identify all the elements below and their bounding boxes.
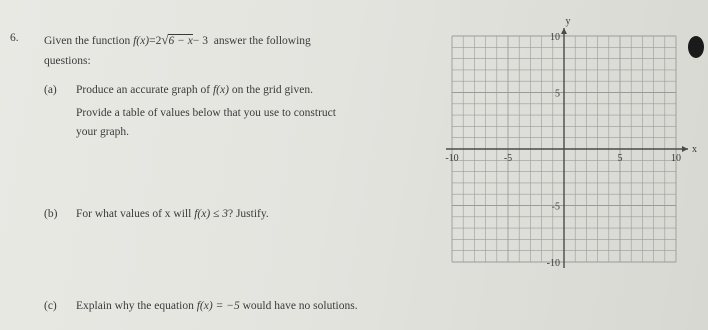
part-c-before: Explain why the equation xyxy=(76,300,194,312)
part-b-math: f(x) ≤ 3 xyxy=(194,208,228,220)
function-eq: = xyxy=(149,35,156,47)
x-tick-label: 5 xyxy=(617,153,623,164)
sqrt-symbol: √ xyxy=(161,32,169,47)
function-tail: − 3 xyxy=(192,35,208,47)
y-axis-arrow xyxy=(561,28,567,34)
function-radicand: 6 − x xyxy=(168,35,193,47)
intro-before: Given the function xyxy=(44,35,131,47)
y-tick-label: -10 xyxy=(546,258,560,269)
part-a-label: (a) xyxy=(44,84,57,96)
x-axis-label: x xyxy=(692,144,697,155)
part-a-line1-after: on the grid given. xyxy=(231,84,313,96)
intro-line2: questions: xyxy=(44,55,91,67)
part-b-after: ? Justify. xyxy=(227,208,269,220)
x-tick-label: 10 xyxy=(671,153,681,164)
part-a-fx: f(x) xyxy=(212,84,229,96)
function-coef: 2 xyxy=(155,35,162,47)
y-axis-label: y xyxy=(565,16,571,27)
y-tick-label: -5 xyxy=(551,201,560,213)
function-lhs: f(x) xyxy=(133,35,150,47)
ink-blot xyxy=(688,36,704,58)
part-c-label: (c) xyxy=(44,300,57,312)
y-tick-label: 10 xyxy=(550,32,560,43)
axes xyxy=(446,28,688,268)
tick-labels xyxy=(445,16,697,269)
part-b-label: (b) xyxy=(44,208,58,220)
part-a-line2: Provide a table of values below that you use to construct xyxy=(76,107,336,119)
x-tick-label: -5 xyxy=(503,153,513,164)
y-tick-label: 5 xyxy=(555,88,560,100)
part-a-line1-before: Produce an accurate graph of xyxy=(76,84,211,96)
part-a-line3: your graph. xyxy=(76,126,130,138)
question-number: 6. xyxy=(10,32,19,44)
part-b-before: For what values of x will xyxy=(76,208,192,220)
part-c-after: would have no solutions. xyxy=(242,300,358,312)
x-axis-arrow xyxy=(682,146,688,152)
x-tick-label: -10 xyxy=(445,153,459,164)
part-c-math: f(x) = −5 xyxy=(196,300,240,312)
intro-after: answer the following xyxy=(213,35,311,47)
